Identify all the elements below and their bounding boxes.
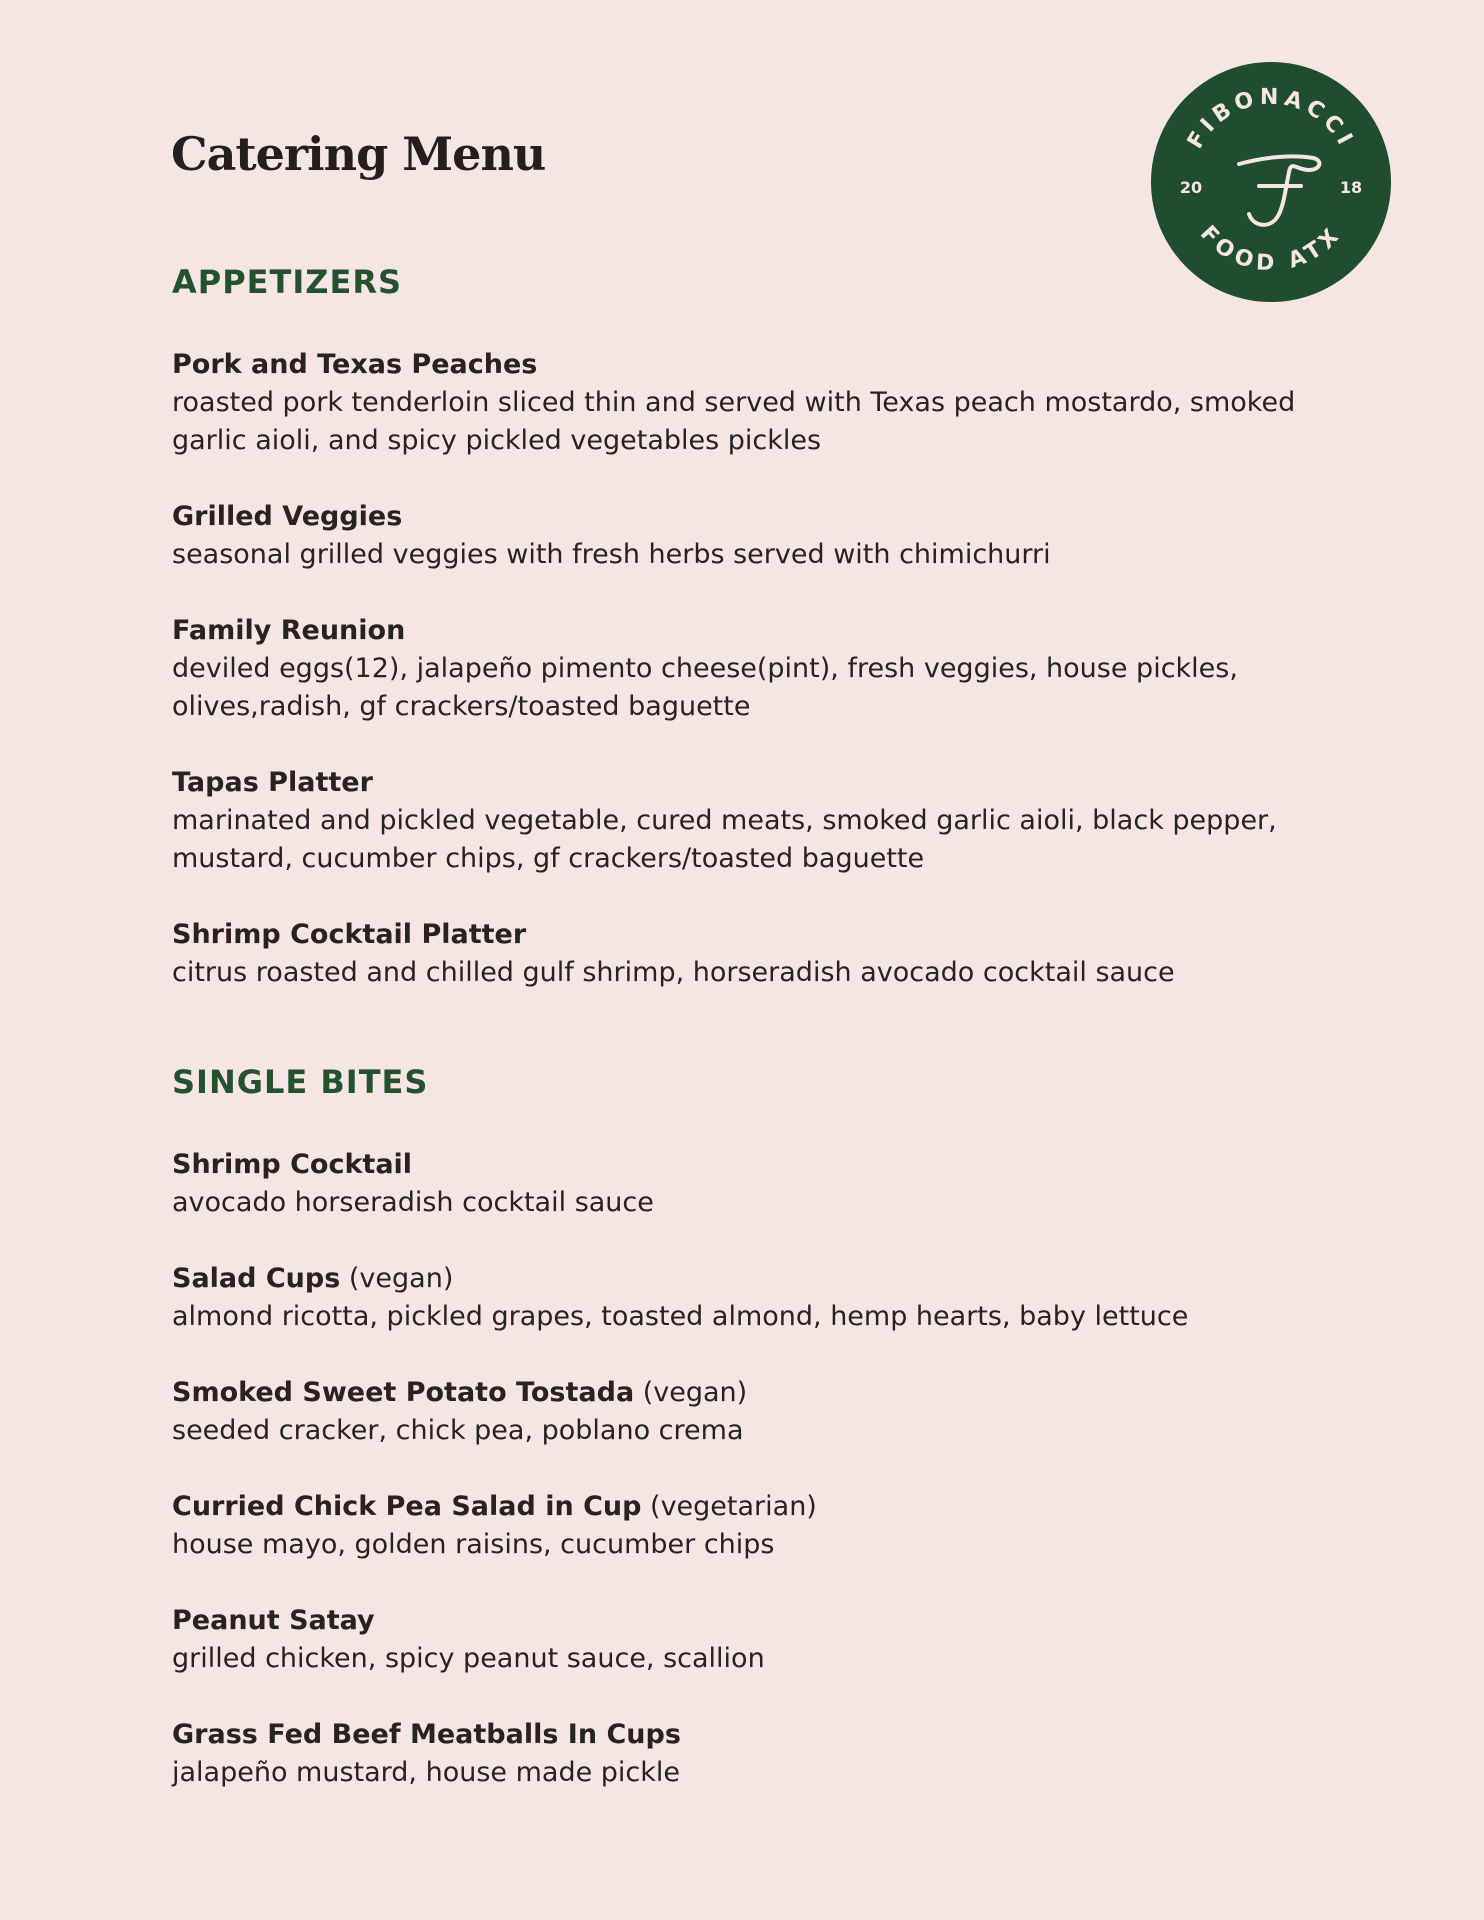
item-note: (vegetarian) — [641, 1491, 817, 1522]
item-name: Grilled Veggies — [172, 501, 403, 532]
item-description: avocado horseradish cocktail sauce — [172, 1187, 654, 1218]
menu-item — [172, 1716, 1352, 1792]
menu-item — [172, 764, 1352, 878]
item-name: Curried Chick Pea Salad in Cup — [172, 1491, 642, 1522]
item-description: seeded cracker, chick pea, poblano crema — [172, 1415, 744, 1446]
menu-item — [172, 612, 1352, 726]
item-name: Smoked Sweet Potato Tostada — [172, 1377, 635, 1408]
item-note: (vegan) — [340, 1263, 454, 1294]
section-heading-single-bites: SINGLE BITES — [172, 1063, 429, 1101]
item-note: (vegan) — [634, 1377, 748, 1408]
item-name: Shrimp Cocktail Platter — [172, 919, 527, 950]
menu-item — [172, 916, 1352, 992]
item-name: Shrimp Cocktail — [172, 1149, 413, 1180]
logo-year-right: 18 — [1339, 178, 1363, 197]
item-name: Pork and Texas Peaches — [172, 349, 538, 380]
item-description: citrus roasted and chilled gulf shrimp, horseradish avocado cocktail sauce — [172, 957, 1175, 988]
item-description: almond ricotta, pickled grapes, toasted almond, hemp hearts, baby lettuce — [172, 1301, 1189, 1332]
appetizers-section — [172, 262, 1352, 1030]
item-description: jalapeño mustard, house made pickle — [172, 1757, 681, 1788]
menu-item — [172, 1488, 1352, 1564]
logo-year-left: 20 — [1179, 178, 1203, 197]
menu-item — [172, 346, 1352, 460]
item-description: deviled eggs(12), jalapeño pimento cheese(pint), fresh veggies, house pickles, olives,radish, gf crackers/toasted baguette — [172, 653, 1238, 722]
logo-top-text: FIBONACCI — [1182, 84, 1360, 154]
item-description: house mayo, golden raisins, cucumber chips — [172, 1529, 775, 1560]
single-bites-section — [172, 1062, 1352, 1830]
item-description: marinated and pickled vegetable, cured meats, smoked garlic aioli, black pepper, mustard, cucumber chips, gf crackers/toasted baguette — [172, 805, 1277, 874]
section-heading-appetizers: APPETIZERS — [172, 263, 403, 301]
item-description: grilled chicken, spicy peanut sauce, scallion — [172, 1643, 765, 1674]
item-name: Grass Fed Beef Meatballs In Cups — [172, 1719, 681, 1750]
menu-item — [172, 1260, 1352, 1336]
item-name: Tapas Platter — [172, 767, 373, 798]
menu-item — [172, 1602, 1352, 1678]
item-description: seasonal grilled veggies with fresh herbs served with chimichurri — [172, 539, 1051, 570]
menu-item — [172, 1374, 1352, 1450]
item-description: roasted pork tenderloin sliced thin and served with Texas peach mostardo, smoked garlic aioli, and spicy pickled vegetables pickles — [172, 387, 1296, 456]
menu-item — [172, 498, 1352, 574]
item-name: Salad Cups — [172, 1263, 341, 1294]
item-name: Peanut Satay — [172, 1605, 375, 1636]
item-name: Family Reunion — [172, 615, 406, 646]
menu-item — [172, 1146, 1352, 1222]
page-title: Catering Menu — [171, 127, 546, 181]
logo-bottom-text: FOOD ATX — [1194, 221, 1348, 277]
